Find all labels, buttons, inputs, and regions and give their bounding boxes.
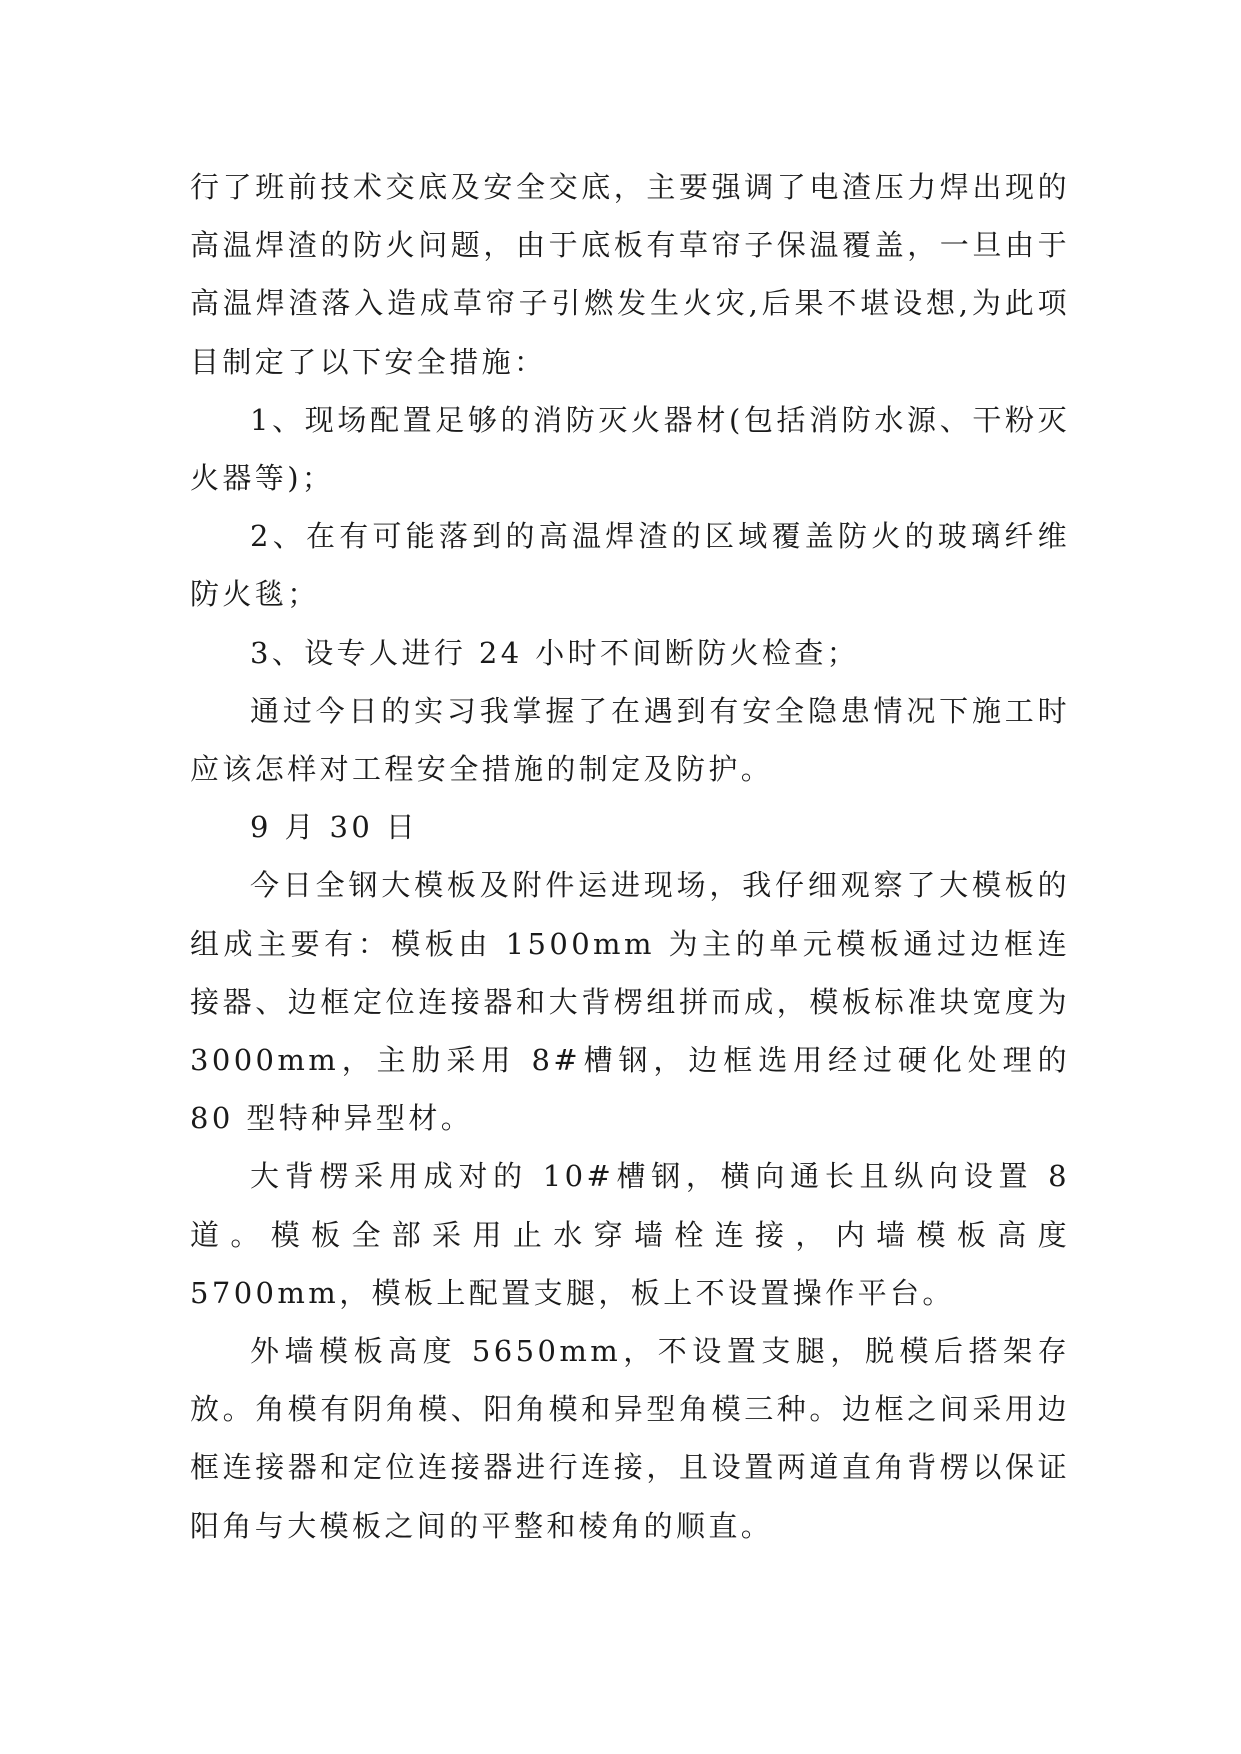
paragraph-measure-2: 2、在有可能落到的高温焊渣的区域覆盖防火的玻璃纤维防火毯； [190,519,1070,612]
document-body [190,158,1070,1555]
paragraph-back-ribs: 大背楞采用成对的 10#槽钢，横向通长且纵向设置 8 道。模板全部采用止水穿墙栓连接，内墙模板高度 5700mm，模板上配置支腿，板上不设置操作平台。 [190,1159,1070,1310]
paragraph-safety-briefing: 行了班前技术交底及安全交底，主要强调了电渣压力焊出现的高温焊渣的防火问题，由于底板有草帘子保温覆盖，一旦由于高温焊渣落入造成草帘子引燃发生火灾,后果不堪设想,为此项目制定了以下安全措施： [190,170,1070,379]
date-heading: 9 月 30 日 [250,810,419,845]
paragraph-summary: 通过今日的实习我掌握了在遇到有安全隐患情况下施工时应该怎样对工程安全措施的制定及防护。 [190,693,1070,787]
paragraph-outer-wall-formwork: 外墙模板高度 5650mm，不设置支腿，脱模后搭架存放。角模有阴角模、阳角模和异型角模三种。边框之间采用边框连接器和定位连接器进行连接，且设置两道直角背楞以保证阳角与大模板之间的平整和棱角的顺直。 [190,1334,1070,1543]
paragraph-measure-3: 3、设专人进行 24 小时不间断防火检查； [250,635,860,670]
paragraph-formwork-composition: 今日全钢大模板及附件运进现场，我仔细观察了大模板的组成主要有：模板由 1500mm 为主的单元模板通过边框连接器、边框定位连接器和大背楞组拼而成，模板标准块宽度为 3000mm，主肋采用 8#槽钢，边框选用经过硬化处理的 80 型特种异型材。 [190,868,1070,1136]
paragraph-measure-1: 1、现场配置足够的消防灭火器材(包括消防水源、干粉灭火器等)； [190,402,1070,496]
